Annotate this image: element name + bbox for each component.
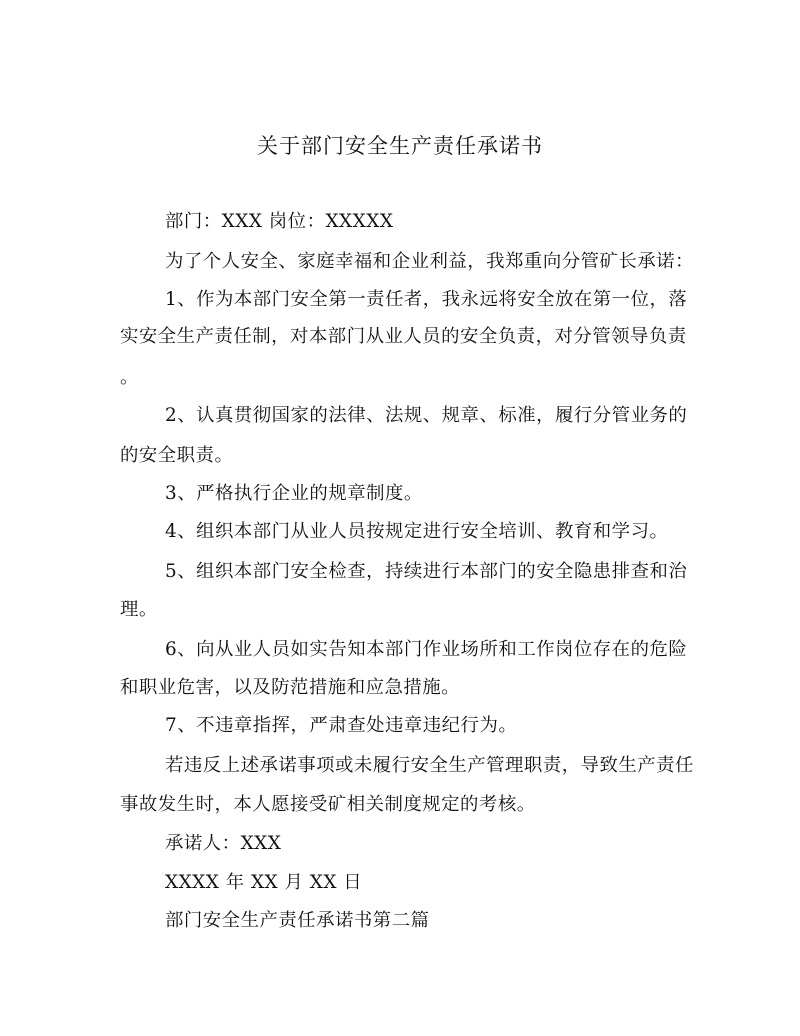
consequence-line-1: 若违反上述承诺事项或未履行安全生产管理职责，导致生产责任	[165, 755, 694, 776]
item-1-line-3: 。	[120, 367, 139, 388]
item-6-line-1: 6、向从业人员如实告知本部门作业场所和工作岗位存在的危险	[165, 639, 688, 660]
signatory-line: 承诺人：XXX	[165, 833, 282, 854]
item-2-line-2: 的安全职责。	[120, 445, 234, 466]
intro-paragraph: 为了个人安全、家庭幸福和企业利益，我郑重向分管矿长承诺：	[165, 251, 694, 272]
item-5-line-1: 5、组织本部门安全检查，持续进行本部门的安全隐患排查和治	[165, 561, 688, 582]
item-7: 7、不违章指挥，严肃查处违章违纪行为。	[165, 715, 518, 736]
date-line: XXXX 年 XX 月 XX 日	[165, 872, 363, 893]
item-5-line-2: 理。	[120, 599, 158, 620]
item-1-line-1: 1、作为本部门安全第一责任者，我永远将安全放在第一位，落	[165, 289, 688, 310]
item-4: 4、组织本部门从业人员按规定进行安全培训、教育和学习。	[165, 521, 669, 542]
document-title: 关于部门安全生产责任承诺书	[257, 134, 543, 158]
item-1-line-2: 实安全生产责任制，对本部门从业人员的安全负责，对分管领导负责	[120, 326, 687, 347]
department-position-line: 部门：XXX 岗位：XXXXX	[165, 211, 394, 232]
item-6-line-2: 和职业危害，以及防范措施和应急措施。	[120, 677, 461, 698]
item-3: 3、严格执行企业的规章制度。	[165, 483, 423, 504]
item-2-line-1: 2、认真贯彻国家的法律、法规、规章、标准，履行分管业务的	[165, 405, 688, 426]
next-section-heading: 部门安全生产责任承诺书第二篇	[165, 910, 430, 931]
consequence-line-2: 事故发生时，本人愿接受矿相关制度规定的考核。	[120, 794, 536, 815]
